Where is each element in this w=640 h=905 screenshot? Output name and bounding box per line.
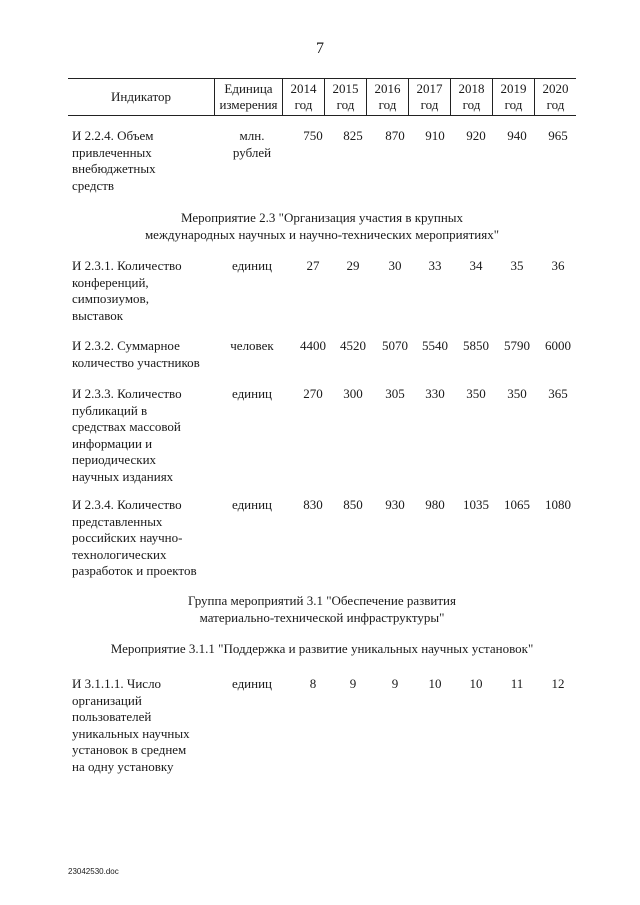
header-year-value: 2019 [500,81,527,96]
header-year-word: год [546,97,565,112]
value-cell: 1035 [463,497,489,512]
indicator-name [72,386,217,485]
unit-line: единиц [231,386,273,401]
indicator-name [72,676,217,775]
value-cell: 11 [510,676,524,691]
section-heading-3-1-1 [68,641,576,658]
indicator-name [72,497,217,580]
name-line: средствах массовой [72,419,181,434]
value-cell: 850 [343,497,363,512]
value-cell: 34 [469,258,483,273]
header-indicator: Индикатор [111,89,171,104]
value-cell: 305 [385,386,405,401]
value-cell: 5850 [463,338,489,353]
unit-line: человек [230,338,274,353]
value-cell: 30 [388,258,402,273]
value-cell: 8 [309,676,317,691]
value-cell: 965 [548,128,568,143]
value-cell: 980 [425,497,445,512]
name-line: на одну установку [72,758,174,774]
header-year [366,79,408,115]
header-year-word: год [294,97,313,112]
value-cell: 270 [303,386,323,401]
header-unit [214,79,282,115]
section-line: международных научных и научно-технических мероприятиях" [144,226,500,242]
header-year-value: 2020 [542,81,569,96]
indicator-name [72,338,217,371]
value-cell: 350 [507,386,527,401]
value-cell: 1065 [504,497,530,512]
indicator-name [72,258,217,324]
section-heading-2-3 [68,210,576,243]
unit-line: единиц [231,497,273,512]
indicator-unit [216,386,288,403]
header-year-value: 2014 [290,81,317,96]
name-line: И 3.1.1.1. Число [72,676,162,691]
value-cell: 930 [385,497,405,512]
name-line: российских научно- [72,530,183,545]
name-line: внебюджетных [72,161,156,176]
value-cell: 365 [548,386,568,401]
value-cell: 910 [425,128,445,143]
value-cell: 36 [551,258,565,273]
value-cell: 6000 [545,338,571,353]
header-year-word: год [420,97,439,112]
table-header [68,78,576,116]
name-line: привлеченных [72,144,152,160]
name-line: И 2.2.4. Объем [72,128,154,143]
name-line: И 2.3.1. Количество [72,258,182,273]
indicator-unit [216,128,288,161]
header-unit-line2: измерения [219,97,278,112]
name-line: разработок и проектов [72,563,197,578]
indicator-unit [216,676,288,693]
indicator-name [72,128,217,194]
name-line: информации и [72,435,153,451]
name-line: конференций, [72,274,149,290]
name-line: количество участников [72,354,200,370]
value-cell: 10 [428,676,442,691]
name-line: представленных [72,513,163,529]
unit-line: единиц [231,676,273,691]
value-cell: 27 [306,258,320,273]
header-unit-line1: Единица [224,81,273,96]
value-cell: 9 [391,676,399,691]
value-cell: 920 [466,128,486,143]
value-cell: 33 [428,258,442,273]
section-line: Группа мероприятий 3.1 "Обеспечение развития [188,593,456,608]
value-cell: 1080 [545,497,571,512]
unit-line: млн. [239,128,265,143]
name-line: И 2.3.3. Количество [72,386,182,401]
name-line: средств [72,177,115,193]
value-cell: 4520 [340,338,366,353]
document-filename: 23042530.doc [68,867,119,876]
header-year [324,79,366,115]
header-year [534,79,576,115]
value-cell: 35 [510,258,524,273]
indicator-unit [216,338,288,355]
value-cell: 4400 [300,338,326,353]
name-line: уникальных научных [72,725,190,741]
header-year-word: год [462,97,481,112]
value-cell: 9 [349,676,357,691]
indicator-unit [216,258,288,275]
value-cell: 10 [469,676,483,691]
header-year-word: год [336,97,355,112]
name-line: технологических [72,546,167,562]
header-year-word: год [378,97,397,112]
value-cell: 830 [303,497,323,512]
value-cell: 825 [343,128,363,143]
value-cell: 5540 [422,338,448,353]
name-line: И 2.3.4. Количество [72,497,182,512]
value-cell: 5070 [382,338,408,353]
section-heading-3-1 [68,593,576,626]
header-year-value: 2016 [374,81,401,96]
value-cell: 330 [425,386,445,401]
value-cell: 300 [343,386,363,401]
header-year [282,79,324,115]
value-cell: 29 [346,258,360,273]
section-line: материально-технической инфраструктуры" [199,609,445,625]
name-line: симпозиумов, [72,291,149,306]
unit-line: единиц [231,258,273,273]
indicator-unit [216,497,288,514]
value-cell: 350 [466,386,486,401]
name-line: периодических [72,452,157,467]
name-line: организаций [72,692,142,708]
section-line: Мероприятие 3.1.1 "Поддержка и развитие уникальных научных установок" [110,641,534,656]
header-year-value: 2015 [332,81,359,96]
header-year [492,79,534,115]
name-line: установок в среднем [72,742,187,757]
header-year-value: 2018 [458,81,485,96]
name-line: публикаций в [72,402,148,418]
name-line: И 2.3.2. Суммарное [72,338,180,353]
header-year-value: 2017 [416,81,443,96]
name-line: выставок [72,307,124,323]
name-line: научных изданиях [72,468,174,484]
section-line: Мероприятие 2.3 "Организация участия в крупных [180,210,464,225]
header-year [450,79,492,115]
value-cell: 750 [303,128,323,143]
page-number: 7 [316,40,324,57]
value-cell: 12 [551,676,565,691]
header-year-word: год [504,97,523,112]
value-cell: 5790 [504,338,530,353]
value-cell: 940 [507,128,527,143]
header-year [408,79,450,115]
value-cell: 870 [385,128,405,143]
name-line: пользователей [72,709,152,724]
unit-line: рублей [232,144,272,160]
